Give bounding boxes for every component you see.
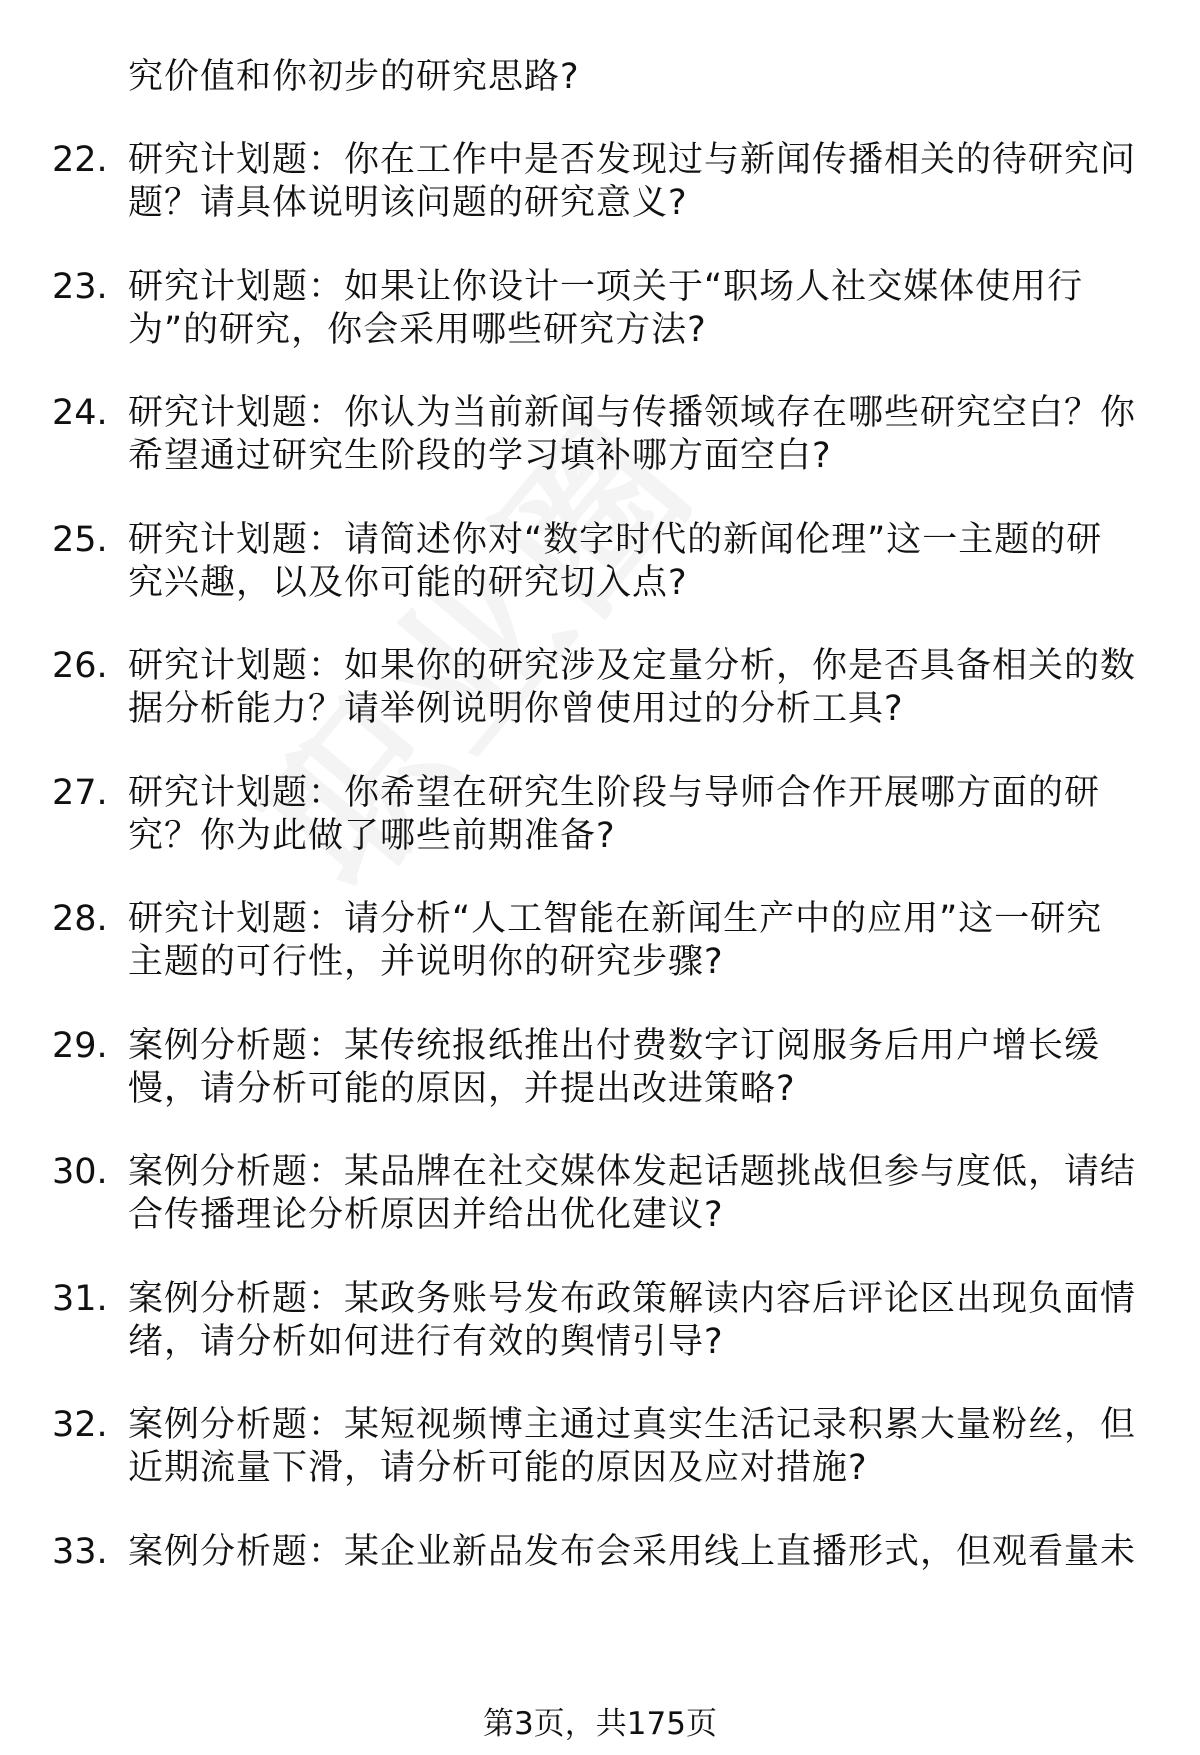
question-text-line: 题？请具体说明该问题的研究意义? [128, 183, 688, 223]
question-number: 22. [52, 140, 108, 180]
continuation-line: 究价值和你初步的研究思路? [128, 57, 580, 97]
question-text-line: 研究计划题：请分析“人工智能在新闻生产中的应用”这一研究 [128, 899, 1103, 939]
question-text-line: 案例分析题：某传统报纸推出付费数字订阅服务后用户增长缓 [128, 1025, 1101, 1066]
question-text-line: 研究计划题：你在工作中是否发现过与新闻传播相关的待研究问 [128, 140, 1137, 180]
question-text-line: 研究计划题：请简述你对“数字时代的新闻伦理”这一主题的研 [128, 519, 1103, 560]
question-number: 26. [52, 646, 108, 686]
question-number: 32. [52, 1405, 108, 1445]
question-number: 23. [52, 266, 108, 307]
question-text-line: 研究计划题：你认为当前新闻与传播领域存在哪些研究空白？你 [128, 393, 1137, 433]
question-text-line: 究兴趣，以及你可能的研究切入点? [128, 562, 688, 603]
question-number: 27. [52, 772, 108, 813]
question-number: 31. [52, 1278, 108, 1319]
question-number: 25. [52, 519, 108, 560]
question-text-line: 希望通过研究生阶段的学习填补哪方面空白? [128, 436, 832, 476]
question-text-line: 据分析能力？请举例说明你曾使用过的分析工具? [128, 689, 904, 729]
question-text-line: 案例分析题：某短视频博主通过真实生活记录积累大量粉丝，但 [128, 1405, 1137, 1445]
question-text-line: 绪，请分析如何进行有效的舆情引导? [128, 1321, 724, 1362]
question-text-line: 研究计划题：你希望在研究生阶段与导师合作开展哪方面的研 [128, 772, 1101, 813]
question-text-line: 近期流量下滑，请分析可能的原因及应对措施? [128, 1448, 868, 1488]
question-text-line: 研究计划题：如果你的研究涉及定量分析，你是否具备相关的数 [128, 646, 1137, 686]
question-text-line: 慢，请分析可能的原因，并提出改进策略? [128, 1068, 796, 1109]
question-text-line: 主题的可行性，并说明你的研究步骤? [128, 942, 724, 982]
question-number: 24. [52, 393, 108, 433]
question-text-line: 究？你为此做了哪些前期准备? [128, 815, 616, 856]
question-text-line: 合传播理论分析原因并给出优化建议? [128, 1195, 724, 1235]
question-text-line: 案例分析题：某政务账号发布政策解读内容后评论区出现负面情 [128, 1278, 1137, 1319]
question-number: 28. [52, 899, 108, 939]
question-number: 33. [52, 1531, 108, 1572]
question-number: 30. [52, 1152, 108, 1192]
question-number: 29. [52, 1025, 108, 1066]
page-footer: 第3页，共175页 [483, 1706, 717, 1742]
question-text-line: 为”的研究，你会采用哪些研究方法? [128, 309, 707, 350]
question-text-line: 案例分析题：某品牌在社交媒体发起话题挑战但参与度低，请结 [128, 1152, 1137, 1192]
question-text-line: 研究计划题：如果让你设计一项关于“职场人社交媒体使用行 [128, 266, 1084, 307]
question-text-line: 案例分析题：某企业新品发布会采用线上直播形式，但观看量未 [128, 1531, 1137, 1572]
